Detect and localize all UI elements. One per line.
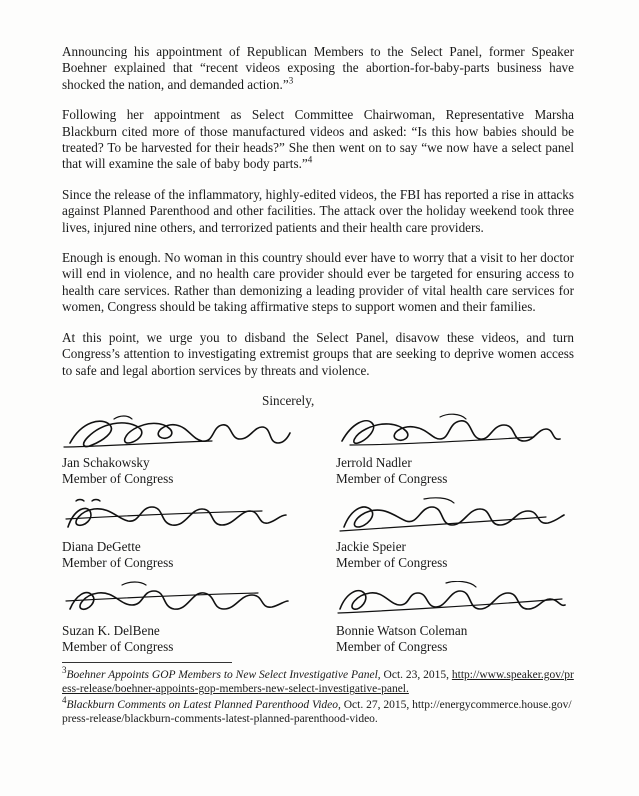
signatory-name: Jerrold Nadler: [336, 454, 412, 470]
footnote-3: [62, 665, 574, 697]
signature-entry-delbene: [62, 583, 318, 657]
footnote-separator: [62, 662, 232, 663]
signatory-name: Suzan K. DelBene: [62, 622, 160, 638]
footnote-link[interactable]: http://energycommerce.house.gov/press-release/blackburn-comments-latest-planned-parenthood-video.: [62, 698, 572, 726]
signature-mark-delbene: [62, 581, 292, 625]
signature-row: [62, 499, 574, 573]
signature-mark-schakowsky: [62, 413, 292, 457]
paragraph-1: [62, 44, 574, 93]
letter-body: [62, 44, 574, 667]
footnote-rest: , Oct. 27, 2015,: [338, 698, 410, 711]
signatory-name: Diana DeGette: [62, 538, 141, 554]
signatory-name: Jackie Speier: [336, 538, 406, 554]
paragraph-4: Enough is enough. No woman in this country should ever have to worry that a visit to her doctor will end in violence, and no health care provider should ever be targeted for ensuring access to health care services. Rather than demonizing a leading provider of vital health care services for women, Congress should be taking affirmative steps to support women and their families.: [62, 250, 574, 315]
signatory-title: Member of Congress: [62, 470, 174, 486]
signature-entry-speier: [318, 499, 574, 573]
signature-mark-watson-coleman: [336, 581, 566, 625]
paragraph-1-text: Announcing his appointment of Republican Members to the Select Panel, former Speaker Boehner explained that “recent videos exposing the abortion-for-baby-parts business have shocked the nation, and demanded action.”: [62, 44, 574, 92]
closing-line: Sincerely,: [262, 392, 315, 408]
paragraph-5: At this point, we urge you to disband the Select Panel, disavow these videos, and turn Congress’s attention to investigating extremist groups that are seeking to deprive women access to safe and legal abortion services by threats and violence.: [62, 329, 574, 378]
footnote-marker-4: 4: [307, 155, 313, 166]
signature-entry-degette: [62, 499, 318, 573]
footnote-title: Boehner Appoints GOP Members to New Select Investigative Panel: [66, 669, 378, 681]
signature-row: [62, 415, 574, 489]
signature-mark-nadler: [336, 413, 566, 457]
signatory-title: Member of Congress: [62, 554, 174, 570]
signatory-name: Bonnie Watson Coleman: [336, 622, 468, 638]
footnote-rest: , Oct. 23, 2015,: [377, 669, 450, 681]
footnote-number: 3: [62, 665, 67, 676]
footnote-4: [62, 694, 574, 727]
footnotes: [62, 662, 574, 728]
signatory-title: Member of Congress: [62, 638, 174, 654]
footnote-marker-3: 3: [288, 75, 294, 86]
signatory-name: Jan Schakowsky: [62, 454, 150, 470]
footnote-title: Blackburn Comments on Latest Planned Parenthood Video: [66, 698, 338, 711]
signatory-title: Member of Congress: [336, 554, 448, 570]
signature-row: [62, 583, 574, 657]
signature-mark-speier: [336, 497, 566, 541]
footnote-link[interactable]: http://www.speaker.gov/press-release/boehner-appoints-gop-members-new-select-investigative-panel.: [62, 669, 574, 696]
signature-entry-schakowsky: [62, 415, 318, 489]
paragraph-2: [62, 107, 574, 173]
signatory-title: Member of Congress: [336, 638, 448, 654]
signature-mark-degette: [62, 497, 292, 541]
paragraph-2-text: Following her appointment as Select Committee Chairwoman, Representative Marsha Blackburn cited more of those manufactured videos and asked: “Is this how babies should be treated? To be harvested for their heads?” She then went on to say “we now have a select panel that will examine the sale of baby body parts.”: [62, 107, 574, 172]
signature-entry-watson-coleman: [318, 583, 574, 657]
signatory-title: Member of Congress: [336, 470, 448, 486]
signature-entry-nadler: [318, 415, 574, 489]
paragraph-3: Since the release of the inflammatory, highly-edited videos, the FBI has reported a rise in attacks against Planned Parenthood and other facilities. The attack over the holiday weekend took three lives, injured nine others, and terrorized patients and their health care providers.: [62, 186, 574, 235]
footnote-number: 4: [62, 694, 67, 705]
signature-block: [62, 415, 574, 657]
